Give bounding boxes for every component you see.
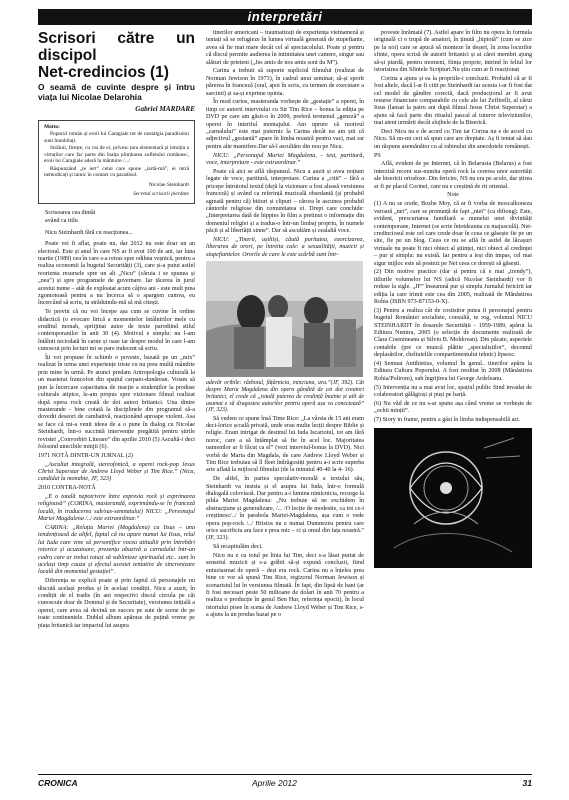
paragraph: Deci Nicu nu e de acord cu Tim iar Corina nu e de acord cu Nicu. Să nu-mi ceri să spun care are dreptate. Aș fi tentat să dau un răspuns asemănător cu al rabinului din anecdotele românești. [374,129,532,150]
photo-caption-text: adevăr oribile: războiul, fățărnicia, minciuna, ura.”(JF, 392). Cât despre Maria Magdalena din opera gândită de cei doi creatori britanici, el crede că „totală puterea de credință înainte și atît de asumat e să dragostea autorilor pentru operă așa va conectează” (JF, 323). [206,380,364,414]
motto-label: Motto: [44,123,60,130]
notes-title: Note [447,192,459,199]
paragraph: Carina a trebuit să suporte supliciul filmului (realizat de Norman Jewison în 1973), în cadrul unui seminar, să-și sporit părerea în franceză (oral, apoi în scris, cu termen de executare a sarcinii) și sa-și exprime opinia. [206,68,364,97]
article-subtitle: O seamă de cuvinte despre și întru viața lui Nicolae Delarohia [38,82,195,102]
paragraph: Să recapitulăm deci. [213,544,263,551]
article-author: Gabriel MARDARE [135,105,195,114]
motto-signature: Nicolae Steinhardt [148,181,189,188]
paragraph: Poate că aici se află răspunsul. Nicu a auzit și avea noțiuni legate de voce, partitură, interpretare. Carina a „citit” – fără a pricepe întrutotul textul (dejă la vizionare a fost aleasă versiunea franceză) și având ca referință muzicală obsedantă (și probabil agreată pentru că) bitiuri și clipuri – cărora le ascunea probabil cântorile religiose din comunitatea ei. Drept care conchide: „Interpretarea dată de hippies în film a pretinut o informație din domeniul religiei și a tradus-o într-un limbaj propriu, în numele păcii și al libertății sinne”. Dar să ascultăm și cealaltă voce. [206,168,364,235]
note-item: (7) Story in frame, pentru a găsi în limba indispensabilă azi. [374,417,521,423]
greeting-line-2: având ca titlu [45,218,78,225]
paragraph: tinerilor americani – traumatizați de experiența vietnameză și tentați să se refugieze în lumea virtuală generată de stupefiante, avea să fie mai mare decât cel al spectacolului. Poate și pentru că discul permite audierea în intimitatea unei camere, singur sau alături de prieteni („Jes amis de nos amis sont du M”). [206,30,364,66]
column-2 [206,30,364,621]
note-item: (5) Intervenția nu a mai avut loc, spațiul public fiind invadat de colaboratori gălăgioși și puși pe harță. [374,384,532,398]
motto-text-1: Poporul român și eroii lui Caragiale tot de nostalgia paradisului sunt înnobilați. [44,131,189,144]
section-label: interpretări [247,9,323,24]
artwork-image [374,428,532,568]
film-still-image [206,261,363,377]
motto-text-2: Străinii, firește, cu vai de ei, privesc țara elementară și intuiția a virtuților care fac parte din înalța plimbarea sufletului românesc, eroii lui Caragiale aderă la mântuire /.../ [44,145,189,165]
paragraph: 2010 CONTRA-NOTĂ [38,485,96,492]
page-number: 31 [522,778,532,788]
paragraph: În mod curios, masteranda vorbește de „gestație” a operei, în timp ce autorii interviului cu Sir Tim Rice – bonus la ediția pe DVD pe care am găsit-o în 2009, preferă termenul „geneză” a operei în interiful montajului. Am uprure că motivul „carnalului” este mai puternic la Carina decât nu am știi că adjectivul „gestantă” apare în limba noastră pentru vaci, mai rar pentru alte mamifere.Dar să-l ascultăm din nou pe Nicu. [206,99,364,150]
artwork-photo [374,428,532,568]
motto-source: Secretul scrisorii pierdute [133,191,189,198]
paragraph: Diferența se explică poate și prin faptul că personajele nu discută același produs și în același condiții. Nicu a auzit, în condiții de el tradis (în ani respectivi discul circula pe căi cunoscute doar de Domnul și de Securitate), versiunea inițială a operei, care avea să devină un succes pe sute de scene de pe toate continentele. Dublul album apăruse de puțină vreme pe piața britanică iar impactul lui asupra [38,578,195,629]
paragraph: Poate vei fi aflat, poate nu, dar 2012 nu este doar un an electoral. Este și anul în care NS ar fi avut 100 de ani, iar luna martie (1989) cea în care s-a retras spre odihna veșnică, pentru a realiza economii la bugetul Securității (3), care și-a putut astfel reorienta resursele spre un alt „Nicu” (căruia i se spunea și „nea”) și spre programele de guvernare. Iar tăcerea în jurul acestui nume – atât de exploatat acum câțiva ani - este mult prea zgomotoasă pentru a nu încerca să o spargem cumva, eu încercând să scriu, tu străduindu-mă să mă citești. [38,241,196,307]
section-header [38,9,532,25]
paragraph: „E o totală nepotrivire între expresia rock și exprimarea religioasă” (CORINA, masterandă, exprimându-se în franceză locală, în traducerea sub/sus-semnatului) NICU: „Personajul Mariei Magdalena /../ este extraordinar.” [38,493,195,523]
paragraph: Îți voi propune în schimb o poveste, bazată pe un „mix” realizat în urma unei experiențe triste cu nu prea multă mândrie prin mine în urmă. Pe atunci predam Antropologia culturală la un masterat francofon din spațiul carpato-dunărean. Voiam să pun la încercare capacitatea de reacție a studenților la produse culturale atipice, le-am propus spre vizionare filmul realizat după opera rock creată de doi autori britanici. Una dintre masterande - bine cotată la disciplinele din programul să-a dovedit deseori de cambativă, reacționând aproape violent. Asa se face că mi-a venit ideea de a o pune în dialog cu Nicolae Steinhardt, într-o succintă intervenție pregătită pentru știrile revistei „Convorbiri Literare” din aprilie 2010 (5) Ascultă-i deci folosind unecibile minjii (6). [38,355,195,450]
note-item: (3) Pentru a realiza cât de costisitor putea fi personajul pentru bugetul României socialiste, consultă, te rog, volumul NICU STEINHARDT în dosarele Securității - 1959-1989, apărut la Editura Nemira, 2005 (o selecție de documente realizată de Clara Cosmineanu și Silviu B. Moldovan). Din păcate, aspectele contabile (pre ce muncă plătite „specialiștilor”, decontul deplasărilor, cheltuielile compartimentului tehnic) lipsesc. [374,307,532,359]
greeting-line-3: Nicu Steinhardt fără cu reacțiunea... [45,229,133,236]
column-1 [38,30,195,631]
paragraph: Te previn că nu voi începe așa cum se cuvine în ordine didactică (o evocare lirică a momentelor întâlnirilor mele cu eruditul monah, spriijinat autor de texte parodiind stilul contemporanilor în anii 30 (4). Motivul e simplu: nu l-am întâlnit niciodată în carne și oase iar despre modul în care l-am cunoscut prin lecturi mi se pare indecent să scriu. [38,309,195,353]
paragraph: NICU: „Tinerii, așiltiși, căută puritatea, exorcizarea, liberarea de orori, pe întreita cale: a sexualității, muzicii și stupefiantelor. Ororile de care le este scârbă sunt într- [206,236,364,258]
paragraph: NICU: „Personajul Mariei Magdalena, - text, partitură, voce, interpretare - este extraordinar.” [206,152,364,167]
paragraph: Nicu nu e cu totul pe linia lui Tim, deci s-a lăsat purtat de sensetul muzicii și s-a grăbit să-și expună concluzii, fiind entuziasmat de operă – deși era rock. Carina nu a înțeles prea bine ce vor să spună Tim Rice, regizorul Norman Jewison și scenaristul lui în versiunea filmată. În fapt, din lipsă de bani (ar fi fost necesari peste 50 milioane de dolari în anii 70 pentru a realiza o producție în genul Ben Hur, referința epocii), în locul istoriului pisee în scena de Andrew Lloyd Weber și Tim Rice, s-a ajuns la un produs bazat pe o [206,553,364,619]
paragraph: Să vedem ce spune însă Time Rice: „La vârsta de 15 ani eram deci-lorice școală privată, unde erau multe lecții despre Biblie și religie. Eram intrigat de destinul lui Iuda Iscariotul, tot am fără noroc, care a să întâmplat să fie în acel loc. Majoritatea oamenilor ar fi făcut ca el” (vezi interviul-bonus la DVD). Nici vorbă de Maria din Magdala, de care Andrew Lloyd Weber și Tim Rice trebuiau să îl fleet îndrăgostiți pentru a-i scrie superba arie aflată la mijlocul filmului (de la minutul 40-40 la 4- 16). [206,415,364,474]
postscript-label: PS [374,152,381,159]
motto-text-3: Răspunzând „te iert” celui care spune „iartă-mă”, ei intră nemodicați și tainic în contact cu paradisul. [44,165,189,179]
issue-date: Aprilie 2012 [252,778,297,788]
note-item: (6) Nu văd de ce nu s-ar spune așa când vreme se vorbește de „ochii minții”. [374,400,532,415]
paragraph: „Ascultat integrală, stereofonică, a operei rock-pop Jesus Christ Superstar de Andrew Lloyd Weber și Tim Rice.” (Nicu, candidat la monahie, JF, 323) [38,461,195,483]
paragraph: poveste înrămată (7). Astfel apare în film nu opera în formula originală ci o trupă de amatori, în ținută „hipiotă” (cum se zice pe la noi) care se apucă să monteze în deșert, în zona locurilor sfinte, opera scrisă de autorii britanici și ai cărei membri ajung să-și piardă, pentru moment, ființa proprie, intrind în feliul lor istorisirea din Sfintele Scripturi.Nu știu cum ar fi reacționat [374,30,532,74]
greeting-line-1: Scrisoarea cea dintâi [45,209,96,216]
title-line-1: Scrisori către un discipol [38,30,195,64]
paragraph: 1971 NOTĂ DINTR-UN JURNAL (2) [38,452,133,459]
column-3 [374,30,532,568]
paragraph: De altfel, în partea speculativ-morală a textului său, Steinhardt va insista și el asupra lui Iuda, într-o formulă dialogală coloviaлă. Dar pentru a-i lumina nimicnicia, recurge la pilda Mariei Magdalena: „Nu trebuie să ne exchidem în abstracțiune și generalizare, /... /O lecție de modestie, ca tot ce-i creștinesc/../ în parabola Mariei-Magdalena, așa cum o vede opera pop-rock /../ Hristos nu e numai Dumnezeu pentru care orice sacrificiu ara face e prea mic – ci și omul din fața noastră.” (JF, 323). [206,476,364,542]
note-item: (4) Semnat Antihistius, volumul În genul.. tinerilor apăru la Editura Cultura Poporului. A fost reeditat în 2008 (Mănăstirea Rohia/Polirom), sub îngrijirea lui George Ardeleanu. [374,360,532,382]
note-item: (2) Din motive practice (dar și pentru că e mai „trendy”), titlurile volumelor lui NS (adică Nicolae Steinhardt) vor fi reduse la sigle. „JF” înseamnă pur și simplu Jurnalul fericirii iar ediția la care trimit este cea din 2005, realizată de Mănăstirea Rohia (ISBN 973-87153-0-X). [374,269,532,305]
note-item: (1) A nu se crede, Bozhe Moy, că ar fi vorba de moscalkoneza varoară „net”, care se pronunță de fapt „niet” (cu diftong). Este, evident, prescurtarea familiară a numelui unei divinități contemporane, Internet (se scrie întotdeauna cu majusculă). Net-credinciosul este cel care crede doar în ceea ce găsește fie pe un site, fie pe un blog. Ceea ce nu se află în astfel de lăcașuri virtuale nu poate fi nici obiect al științei, nici obiect al credinței – pur și simplu: nu există. Iar pentru a ieși din impas, cel mai sigur mijloc este să postezi pe Net ceea ce dorești să găsești. [374,201,532,267]
letter-greeting [38,210,195,238]
article-title [38,30,195,81]
paragraph: Corina a ajuns și ea la propriile-i concluzii. Probabil că ar fi fost altele, dacă l-ar fi citit pe Steinhardt iar acesta i-ar fi fost dat cel model de gândire corectă, dacă producțiorul ar fi avut resurse financiare comparabile cu cele ale lui Zeffirelli, al cărui Iisus (lansat la patru ani după filmul Jesus Christ Superstar) a ajuns să facă parte din ritualul pascal al tuturor televiziunilor, mai atent urmărit decât slujbele de la Biserică. [374,75,532,127]
film-still-photo [206,261,363,377]
magazine-name: CRONICA [38,778,78,788]
title-line-2: Net-credincios (1) [38,64,169,81]
page-footer [38,774,532,791]
notes-section [374,192,532,424]
motto-box [38,120,195,204]
paragraph: Află, evident de pe Internet, că în Belarusia (Belarus) a fost interzisă recent sus-numita operă rock la cererea unor autorități ale bisericii ortodoxe. Din fericire, NS nu era pe acolo, dar știrea ar fi pe placul Corinei, care nu e creștină de rit oriental. [374,161,532,190]
paragraph: CARINA: „Relația Mariei (Magdalena) cu Iisus – una tendențioasă de altfel, faptul că nu apare numai lui Iisus, relul lui Iuda care vine să personifice vocea atitudiii prin întrebări retorice și acuzatoare, prezența abuzivă a carnalului într-un cadru care ar trebui totuși să sublinieze spiritualul etc.. sunt în același timp cauza și efectul acestei tentative de sincronizare locală din momentul gestației”. [38,524,195,576]
